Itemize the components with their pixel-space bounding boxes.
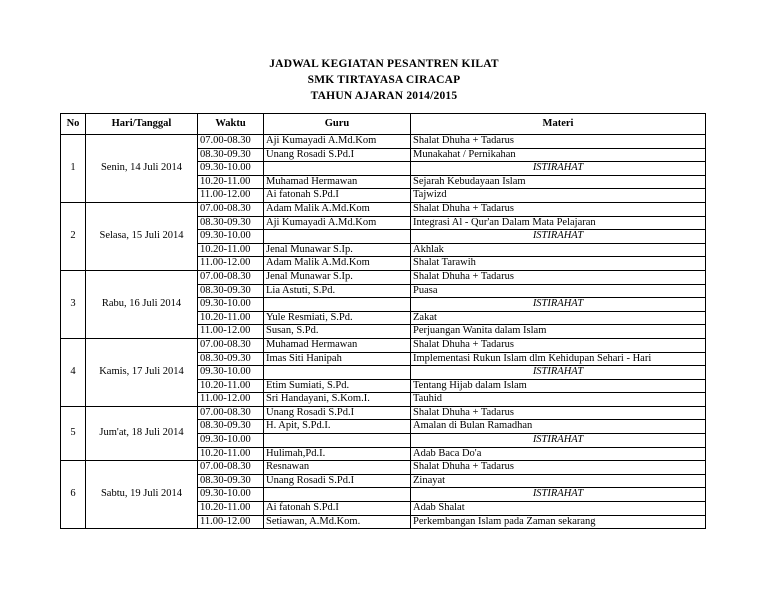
day-date: Sabtu, 19 Juli 2014	[86, 461, 198, 529]
header-day: Hari/Tanggal	[86, 114, 198, 135]
table-row	[61, 461, 706, 475]
session-topic: Zakat	[411, 311, 706, 325]
table-row	[61, 135, 706, 149]
session-time: 09.30-10.00	[198, 298, 264, 312]
break-label: ISTIRAHAT	[411, 162, 706, 176]
session-topic: Amalan di Bulan Ramadhan	[411, 420, 706, 434]
session-time: 08.30-09.30	[198, 474, 264, 488]
session-time: 08.30-09.30	[198, 420, 264, 434]
session-time: 07.00-08.30	[198, 406, 264, 420]
session-time: 09.30-10.00	[198, 366, 264, 380]
document-title	[0, 56, 768, 104]
session-topic: Zinayat	[411, 474, 706, 488]
session-time: 07.00-08.30	[198, 461, 264, 475]
session-time: 07.00-08.30	[198, 202, 264, 216]
session-topic: Shalat Dhuha + Tadarus	[411, 406, 706, 420]
table-header-row	[61, 114, 706, 135]
session-teacher	[264, 298, 411, 312]
session-topic: Shalat Dhuha + Tadarus	[411, 338, 706, 352]
day-number: 3	[61, 270, 86, 338]
session-time: 10.20-11.00	[198, 447, 264, 461]
day-date: Rabu, 16 Juli 2014	[86, 270, 198, 338]
session-topic: Shalat Dhuha + Tadarus	[411, 202, 706, 216]
break-label: ISTIRAHAT	[411, 298, 706, 312]
session-topic: Puasa	[411, 284, 706, 298]
day-date: Jum'at, 18 Juli 2014	[86, 406, 198, 460]
header-topic: Materi	[411, 114, 706, 135]
session-teacher: Jenal Munawar S.Ip.	[264, 270, 411, 284]
session-teacher: Ai fatonah S.Pd.I	[264, 189, 411, 203]
break-label: ISTIRAHAT	[411, 488, 706, 502]
session-teacher: Lia Astuti, S.Pd.	[264, 284, 411, 298]
session-time: 10.20-11.00	[198, 379, 264, 393]
session-teacher	[264, 230, 411, 244]
session-time: 11.00-12.00	[198, 393, 264, 407]
break-label: ISTIRAHAT	[411, 366, 706, 380]
session-topic: Shalat Tarawih	[411, 257, 706, 271]
session-topic: Shalat Dhuha + Tadarus	[411, 270, 706, 284]
schedule-table	[60, 113, 706, 529]
session-time: 09.30-10.00	[198, 434, 264, 448]
session-teacher: Resnawan	[264, 461, 411, 475]
title-line-3: TAHUN AJARAN 2014/2015	[310, 90, 458, 102]
session-topic: Munakahat / Pernikahan	[411, 148, 706, 162]
session-time: 08.30-09.30	[198, 352, 264, 366]
session-time: 07.00-08.30	[198, 338, 264, 352]
session-time: 10.20-11.00	[198, 175, 264, 189]
session-time: 11.00-12.00	[198, 515, 264, 529]
session-topic: Adab Shalat	[411, 502, 706, 516]
session-teacher: Unang Rosadi S.Pd.I	[264, 148, 411, 162]
session-teacher	[264, 162, 411, 176]
session-time: 11.00-12.00	[198, 257, 264, 271]
session-topic: Sejarah Kebudayaan Islam	[411, 175, 706, 189]
session-time: 08.30-09.30	[198, 216, 264, 230]
day-number: 2	[61, 202, 86, 270]
day-number: 6	[61, 461, 86, 529]
session-topic: Shalat Dhuha + Tadarus	[411, 135, 706, 149]
table-row	[61, 338, 706, 352]
header-time: Waktu	[198, 114, 264, 135]
session-teacher: Adam Malik A.Md.Kom	[264, 202, 411, 216]
day-date: Selasa, 15 Juli 2014	[86, 202, 198, 270]
session-time: 07.00-08.30	[198, 135, 264, 149]
break-label: ISTIRAHAT	[411, 230, 706, 244]
session-topic: Perjuangan Wanita dalam Islam	[411, 325, 706, 339]
session-teacher: Setiawan, A.Md.Kom.	[264, 515, 411, 529]
session-time: 10.20-11.00	[198, 502, 264, 516]
session-teacher	[264, 434, 411, 448]
session-teacher	[264, 366, 411, 380]
day-number: 5	[61, 406, 86, 460]
session-time: 08.30-09.30	[198, 148, 264, 162]
session-time: 09.30-10.00	[198, 488, 264, 502]
schedule-body	[61, 135, 706, 529]
day-date: Kamis, 17 Juli 2014	[86, 338, 198, 406]
session-teacher: Aji Kumayadi A.Md.Kom	[264, 216, 411, 230]
session-topic: Tajwizd	[411, 189, 706, 203]
session-time: 09.30-10.00	[198, 230, 264, 244]
session-topic: Akhlak	[411, 243, 706, 257]
session-teacher: Adam Malik A.Md.Kom	[264, 257, 411, 271]
day-number: 1	[61, 135, 86, 203]
session-teacher: Yule Resmiati, S.Pd.	[264, 311, 411, 325]
session-time: 08.30-09.30	[198, 284, 264, 298]
session-teacher: Jenal Munawar S.Ip.	[264, 243, 411, 257]
session-time: 11.00-12.00	[198, 325, 264, 339]
session-teacher: H. Apit, S.Pd.I.	[264, 420, 411, 434]
session-teacher: Muhamad Hermawan	[264, 338, 411, 352]
session-teacher: Unang Rosadi S.Pd.I	[264, 474, 411, 488]
session-topic: Tentang Hijab dalam Islam	[411, 379, 706, 393]
title-line-2: SMK TIRTAYASA CIRACAP	[307, 74, 461, 86]
session-teacher: Unang Rosadi S.Pd.I	[264, 406, 411, 420]
session-teacher: Etim Sumiati, S.Pd.	[264, 379, 411, 393]
day-date: Senin, 14 Juli 2014	[86, 135, 198, 203]
session-teacher: Hulimah,Pd.I.	[264, 447, 411, 461]
session-topic: Implementasi Rukun Islam dlm Kehidupan Sehari - Hari	[411, 352, 706, 366]
session-time: 11.00-12.00	[198, 189, 264, 203]
header-no: No	[61, 114, 86, 135]
session-teacher	[264, 488, 411, 502]
session-topic: Adab Baca Do'a	[411, 447, 706, 461]
session-topic: Integrasi Al - Qur'an Dalam Mata Pelajaran	[411, 216, 706, 230]
session-teacher: Ai fatonah S.Pd.I	[264, 502, 411, 516]
session-time: 10.20-11.00	[198, 243, 264, 257]
session-teacher: Muhamad Hermawan	[264, 175, 411, 189]
table-row	[61, 202, 706, 216]
session-teacher: Sri Handayani, S.Kom.I.	[264, 393, 411, 407]
break-label: ISTIRAHAT	[411, 434, 706, 448]
session-topic: Shalat Dhuha + Tadarus	[411, 461, 706, 475]
session-time: 07.00-08.30	[198, 270, 264, 284]
session-teacher: Aji Kumayadi A.Md.Kom	[264, 135, 411, 149]
title-line-1: JADWAL KEGIATAN PESANTREN KILAT	[269, 58, 499, 70]
session-topic: Tauhid	[411, 393, 706, 407]
session-time: 09.30-10.00	[198, 162, 264, 176]
session-teacher: Imas Siti Hanipah	[264, 352, 411, 366]
session-topic: Perkembangan Islam pada Zaman sekarang	[411, 515, 706, 529]
session-teacher: Susan, S.Pd.	[264, 325, 411, 339]
table-row	[61, 270, 706, 284]
table-row	[61, 406, 706, 420]
day-number: 4	[61, 338, 86, 406]
header-teacher: Guru	[264, 114, 411, 135]
session-time: 10.20-11.00	[198, 311, 264, 325]
